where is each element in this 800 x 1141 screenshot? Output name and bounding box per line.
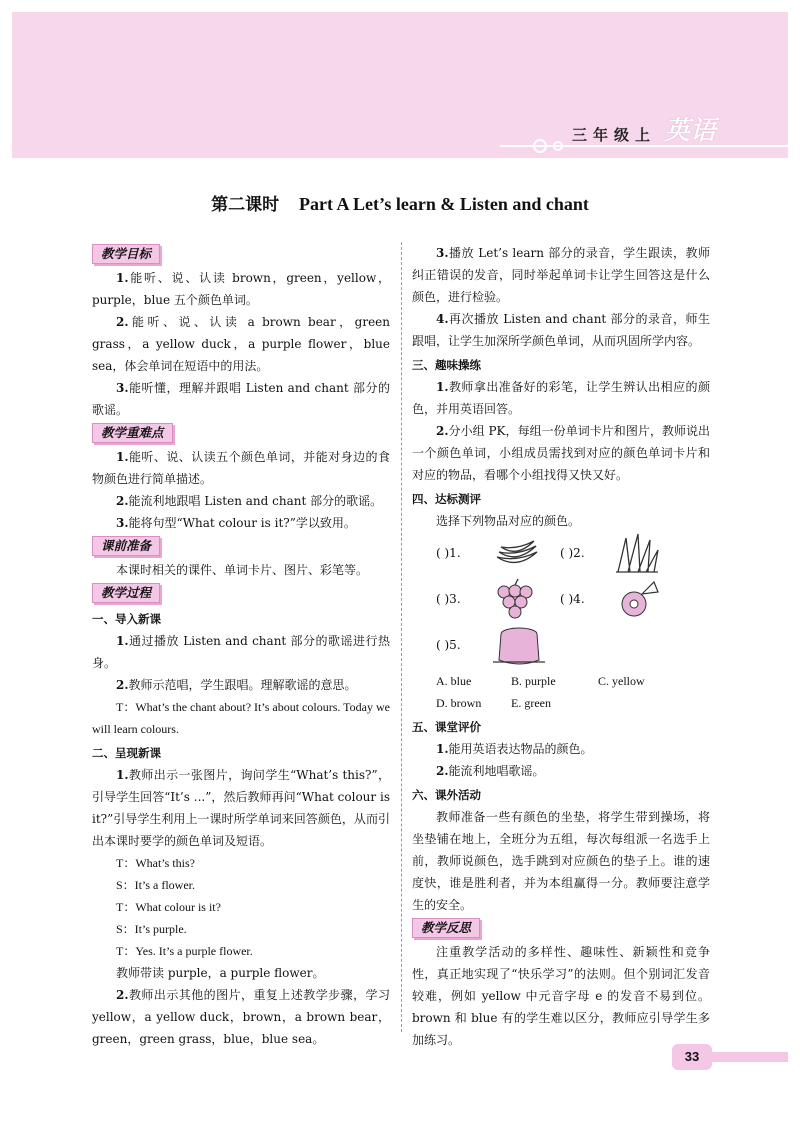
left-column [92, 242, 390, 1050]
section-heading: 六、课外活动 [412, 788, 481, 802]
column-divider [401, 242, 402, 1032]
eval-item: 2.能流利地唱歌谣。 [436, 764, 545, 778]
step-item: 2.教师出示其他的图片，重复上述教学步骤，学习 yellow，a yellow duck，brown，a brown bear，green，green grass，blue，blue sea。 [92, 988, 390, 1046]
goal-item: 1.能听、说、认读 brown，green，yellow，purple，blue 五个颜色单词。 [92, 271, 390, 307]
key-item: 2.能流利地跟唱 Listen and chant 部分的歌谣。 [116, 494, 383, 508]
option: C. yellow [598, 674, 645, 688]
exercise-label[interactable]: ( )3. [436, 592, 461, 606]
step-item: 1.通过播放 Listen and chant 部分的歌谣进行热身。 [92, 634, 390, 670]
prep-text: 本课时相关的课件、单词卡片、图片、彩笔等。 [116, 563, 369, 577]
prep-tag: 课前准备 [92, 536, 160, 556]
option: D. brown [436, 696, 482, 710]
goal-item: 2.能听、说、认读 a brown bear，green grass，a yellow duck，a purple flower，blue sea，体会单词在短语中的用法。 [92, 315, 390, 373]
lesson-number: 第二课时 [211, 195, 280, 215]
right-column [412, 242, 710, 1051]
grass-icon [612, 532, 660, 576]
option: E. green [511, 696, 551, 710]
step-item: 3.播放 Let’s learn 部分的录音，学生跟读，教师纠正错误的发音，同时举起单词卡让学生回答这是什么颜色，进行检验。 [412, 246, 710, 304]
bananas-icon [492, 532, 542, 572]
tree-stump-icon [490, 624, 548, 668]
dialog-line: T：What colour is it? [116, 900, 221, 914]
subject-brand: 英语 [664, 116, 717, 146]
grade-label: 三年级上 [572, 126, 657, 144]
exercise-label[interactable]: ( )1. [436, 546, 461, 560]
keys-tag: 教学重难点 [92, 423, 173, 443]
exercise-label[interactable]: ( )4. [560, 592, 585, 606]
key-item: 3.能将句型“What colour is it?”学以致用。 [116, 516, 356, 530]
option: A. blue [436, 674, 472, 688]
reflect-tag: 教学反思 [412, 918, 480, 938]
flower-icon [614, 578, 662, 622]
lesson-title: Part A Let’s learn & Listen and chant [299, 194, 589, 214]
option: B. purple [511, 674, 556, 688]
exercise-label[interactable]: ( )5. [436, 638, 461, 652]
step-item: 1.教师出示一张图片，询问学生“What’s this?”，引导学生回答“It’s ...”，然后教师再问“What colour is it?”引导学生利用上一课时所学单词来回答颜色，从而引出本课时要学的颜色单词及短语。 [92, 768, 390, 848]
drill-item: 1.教师拿出准备好的彩笔，让学生辨认出相应的颜色，并用英语回答。 [412, 380, 710, 416]
process-tag: 教学过程 [92, 583, 160, 603]
goal-item: 3.能听懂，理解并跟唱 Listen and chant 部分的歌谣。 [92, 381, 390, 417]
goals-tag: 教学目标 [92, 244, 160, 264]
teacher-line: T：What’s the chant about? It’s about colours. Today we will learn colours. [92, 700, 390, 736]
section-heading: 五、课堂评价 [412, 720, 481, 734]
grapes-icon [490, 578, 538, 622]
reflect-text: 注重教学活动的多样性、趣味性、新颖性和竞争性，真正地实现了“快乐学习”的法则。但个别词汇发音较难，例如 yellow 中元音字母 e 的发音不易到位。brown 和 blue 有的学生难以区分，教师应引导学生多加练习。 [412, 945, 710, 1047]
exercise-row [412, 532, 710, 578]
section-heading: 一、导入新课 [92, 612, 161, 626]
key-item: 1.能听、说、认读五个颜色单词，并能对身边的食物颜色进行简单描述。 [92, 450, 390, 486]
section-heading: 二、呈现新课 [92, 746, 161, 760]
section-heading: 四、达标测评 [412, 492, 481, 506]
dialog-line: T：Yes. It’s a purple flower. [116, 944, 253, 958]
dialog-line: T：What’s this? [116, 856, 195, 870]
eval-item: 1.能用英语表达物品的颜色。 [436, 742, 593, 756]
page-title [0, 190, 800, 215]
exercise-row [412, 624, 710, 670]
activity-text: 教师准备一些有颜色的坐垫，将学生带到操场，将坐垫铺在地上，全班分为五组，每次每组派一名选手上前，教师说颜色，选手跳到对应颜色的垫子上。谁的速度快，谁是胜利者，并为本组赢得一分。教师要注意学生的安全。 [412, 810, 710, 912]
step-item: 4.再次播放 Listen and chant 部分的录音，师生跟唱，让学生加深所学颜色单词，从而巩固所学内容。 [412, 312, 710, 348]
dialog-line: S：It’s purple. [116, 922, 187, 936]
exercise-label[interactable]: ( )2. [560, 546, 585, 560]
page-band [712, 1052, 788, 1062]
section-heading: 三、趣味操练 [412, 358, 481, 372]
step-item: 2.教师示范唱，学生跟唱。理解歌谣的意思。 [116, 678, 357, 692]
dialog-line: S：It’s a flower. [116, 878, 195, 892]
drill-item: 2.分小组 PK，每组一份单词卡片和图片，教师说出一个颜色单词，小组成员需找到对应的颜色单词卡片和对应的物品，看哪个小组找得又快又好。 [412, 424, 710, 482]
exercise-intro: 选择下列物品对应的颜色。 [436, 514, 581, 528]
exercise-row [412, 578, 710, 624]
answer-options [412, 670, 710, 714]
page-number: 33 [672, 1044, 712, 1070]
lead-reading: 教师带读 purple，a purple flower。 [116, 966, 325, 980]
